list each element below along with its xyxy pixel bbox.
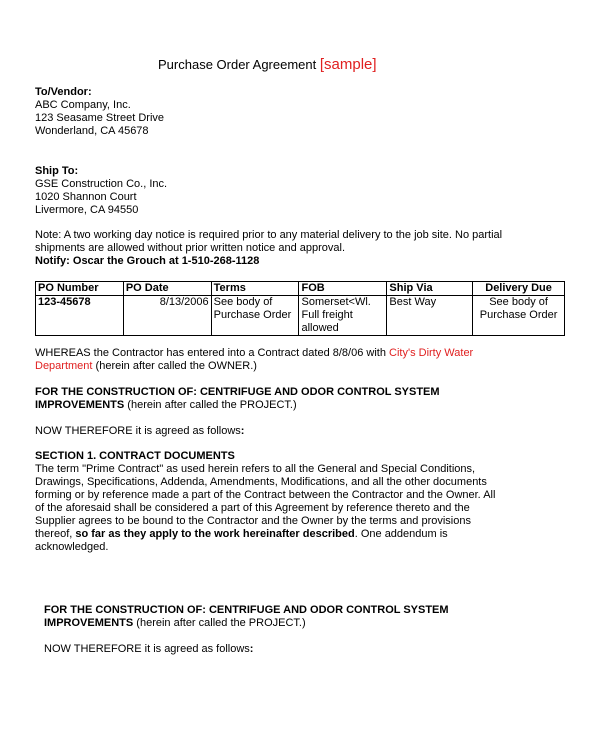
cell-po-number: 123-45678 — [36, 296, 124, 336]
section-1-heading: SECTION 1. CONTRACT DOCUMENTS — [35, 450, 235, 462]
notify-line: Notify: Oscar the Grouch at 1-510-268-1128 — [35, 255, 260, 267]
construction-bold-2: IMPROVEMENTS — [44, 617, 134, 629]
col-header-po-number: PO Number — [36, 282, 124, 296]
vendor-line: ABC Company, Inc. — [35, 99, 131, 111]
cell-terms-line: Purchase Order — [213, 309, 292, 321]
construction-paragraph — [35, 386, 440, 412]
document-title — [158, 56, 377, 74]
section-1-line: Supplier agrees to be bound to the Contractor and the Owner by the terms and provisions — [35, 515, 471, 527]
cell-fob — [299, 296, 387, 336]
now-therefore-colon: : — [240, 425, 245, 437]
ship-to-line: 1020 Shannon Court — [35, 191, 137, 203]
note-line: Note: A two working day notice is required prior to any material delivery to the job site. No partial — [35, 229, 503, 241]
construction-bold-2: IMPROVEMENTS — [35, 399, 125, 411]
col-header-fob: FOB — [299, 282, 387, 296]
whereas-red-2: Department — [35, 360, 93, 372]
section-1-line: forming or by reference made a part of the Contract between the Contractor and the Owner. All — [35, 489, 496, 501]
whereas-paragraph — [35, 347, 473, 373]
section-1-line: of the aforesaid shall be considered a part of this Agreement by reference thereto and the — [35, 502, 470, 514]
vendor-line: Wonderland, CA 45678 — [35, 125, 149, 137]
now-therefore-text: NOW THEREFORE it is agreed as follows — [44, 643, 250, 655]
whereas-line-1 — [35, 347, 473, 360]
section-1-last-post: . One addendum is — [354, 528, 448, 540]
whereas-line-2 — [35, 360, 473, 373]
col-header-ship-via: Ship Via — [387, 282, 473, 296]
section-1-line: The term "Prime Contract" as used herein refers to all the General and Special Conditions, — [35, 463, 476, 475]
col-header-delivery-due: Delivery Due — [473, 282, 565, 296]
whereas-red-1: City's Dirty Water — [389, 347, 474, 359]
now-therefore-line-repeat — [44, 643, 253, 656]
sample-tag: [sample] — [319, 56, 377, 73]
po-table-row — [36, 296, 565, 336]
construction-line-1: FOR THE CONSTRUCTION OF: CENTRIFUGE AND ODOR CONTROL SYSTEM — [44, 604, 449, 616]
cell-fob-line: Somerset<Wl. — [301, 296, 371, 308]
po-table — [35, 281, 565, 336]
cell-delivery-line: See body of — [489, 296, 548, 308]
construction-line-1: FOR THE CONSTRUCTION OF: CENTRIFUGE AND ODOR CONTROL SYSTEM — [35, 386, 440, 398]
cell-fob-line: Full freight — [301, 309, 353, 321]
section-1-line-last — [35, 528, 495, 541]
po-table-header-row — [36, 282, 565, 296]
construction-paragraph-repeat — [44, 604, 449, 630]
cell-delivery-line: Purchase Order — [479, 309, 558, 321]
now-therefore-text: NOW THEREFORE it is agreed as follows — [35, 425, 241, 437]
ship-to-block — [35, 165, 167, 217]
cell-terms-line: See body of — [213, 296, 273, 308]
section-1 — [35, 450, 495, 554]
construction-rest: (herein after called the PROJECT.) — [124, 399, 297, 411]
ship-to-label: Ship To: — [35, 165, 79, 177]
cell-po-date: 8/13/2006 — [123, 296, 211, 336]
section-1-line: Drawings, Specifications, Addenda, Amendments, Modifications, and all the other documents — [35, 476, 487, 488]
col-header-terms: Terms — [211, 282, 299, 296]
vendor-block — [35, 86, 164, 138]
section-1-final: acknowledged. — [35, 541, 109, 553]
cell-fob-line: allowed — [301, 322, 339, 334]
note-line: shipments are allowed without prior written notice and approval. — [35, 242, 345, 254]
vendor-label: To/Vendor: — [35, 86, 92, 98]
construction-rest: (herein after called the PROJECT.) — [133, 617, 306, 629]
col-header-po-date: PO Date — [123, 282, 211, 296]
vendor-line: 123 Seasame Street Drive — [35, 112, 165, 124]
cell-delivery-due — [473, 296, 565, 336]
title-text: Purchase Order Agreement — [158, 57, 317, 72]
cell-terms — [211, 296, 299, 336]
construction-line-2 — [35, 399, 440, 412]
now-therefore-line — [35, 425, 244, 438]
ship-to-line: Livermore, CA 94550 — [35, 204, 139, 216]
section-1-last-bold: so far as they apply to the work hereinafter described — [75, 528, 355, 540]
whereas-pre: WHEREAS the Contractor has entered into a Contract dated 8/8/06 with — [35, 347, 390, 359]
whereas-post: (herein after called the OWNER.) — [92, 360, 257, 372]
section-1-last-pre: thereof, — [35, 528, 76, 540]
now-therefore-colon: : — [249, 643, 254, 655]
note-block — [35, 229, 502, 268]
construction-line-2 — [44, 617, 449, 630]
ship-to-line: GSE Construction Co., Inc. — [35, 178, 168, 190]
cell-ship-via: Best Way — [387, 296, 473, 336]
